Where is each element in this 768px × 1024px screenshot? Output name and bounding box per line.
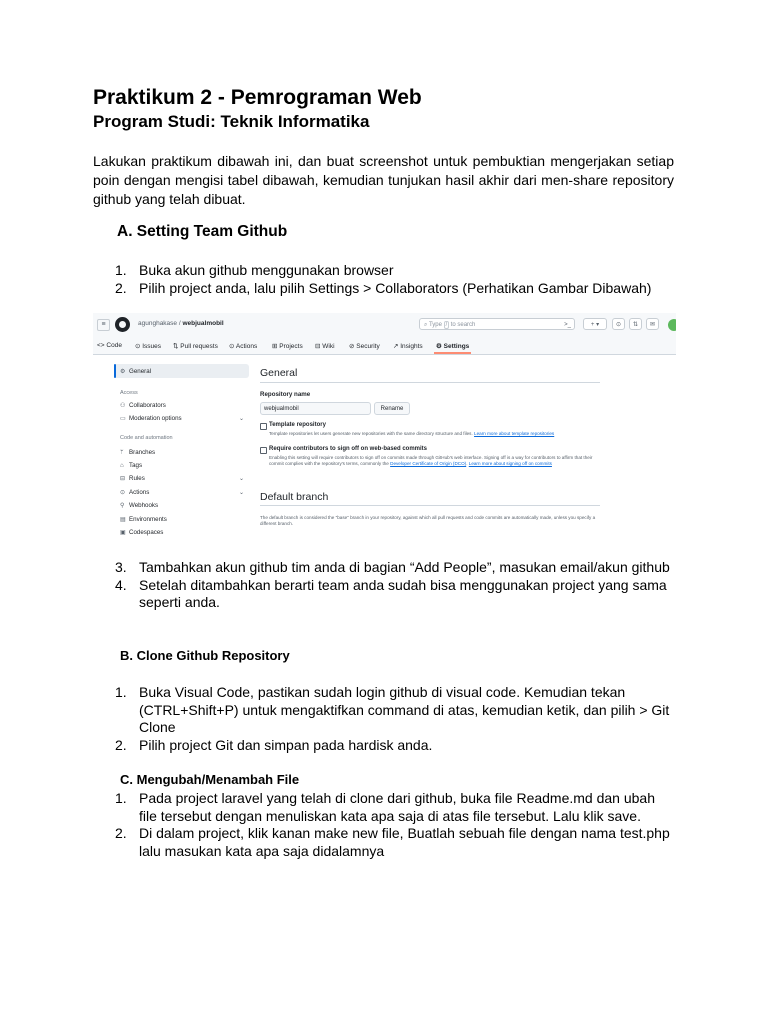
page-subtitle: Program Studi: Teknik Informatika [93,112,370,131]
list-item [93,790,675,825]
sidebar-item-label: General [129,368,152,375]
avatar[interactable] [668,319,676,331]
search-shortcut-key: / [445,322,448,328]
sidebar-item-label: Rules [129,475,145,482]
play-icon: ⊙ [120,489,126,496]
section-c-heading: C. Mengubah/Menambah File [120,772,300,787]
signoff-title: Require contributors to sign off on web-based commits [269,446,428,452]
list-text: Pilih project Git dan simpan pada hardisk anda. [139,736,433,753]
sidebar-item-label: Tags [129,462,143,469]
branch-icon: ᛘ [120,449,124,456]
github-settings-screenshot [93,313,676,539]
list-number: 1. [115,262,127,278]
sidebar-active-indicator [114,364,116,378]
pull-requests-icon[interactable]: ⇅ [629,318,642,330]
codespaces-icon: ▣ [120,529,126,536]
sidebar-item-label: Webhooks [129,502,159,509]
sidebar-item-tags[interactable] [120,462,142,469]
template-title: Template repository [269,422,326,428]
signoff-checkbox[interactable] [260,447,267,454]
inbox-icon[interactable]: ✉ [646,318,659,330]
tab-security[interactable]: ⊘ Security [349,343,380,350]
tab-projects[interactable]: ⊞ Projects [272,343,303,350]
signoff-learn-more-link[interactable]: Learn more about signing off on commits [468,461,552,466]
list-text: Di dalam project, klik kanan make new file, Buatlah sebuah file dengan nama test.php lalu masukan kata apa saja didalamnya [139,825,670,859]
server-icon: ▤ [120,516,126,523]
list-item [93,280,675,298]
tab-wiki[interactable]: ⊟ Wiki [315,343,335,350]
breadcrumb-separator: / [178,320,181,327]
repo-breadcrumb [138,320,224,327]
search-placeholder-type: Type [428,322,442,328]
github-logo-icon[interactable] [115,317,130,332]
list-text: Pada project laravel yang telah di clone dari github, buka file Readme.md dan ubah file tersebut dengan menuliskan kata apa saja di atas file tersebut. Lalu klik save. [139,790,655,824]
template-learn-more-link[interactable]: Learn more about template repositories [474,431,555,436]
tab-code[interactable]: <> Code [97,342,122,349]
general-title: General [260,367,298,379]
list-number: 1. [115,790,127,806]
rules-icon: ⊟ [120,475,126,482]
sidebar-item-collaborators[interactable] [120,402,166,409]
list-number: 2. [115,736,127,753]
sidebar-item-label: Branches [129,449,156,456]
search-placeholder-suffix: to search [450,322,476,328]
tab-insights[interactable]: ↗ Insights [393,343,423,350]
chevron-down-icon[interactable]: ⌄ [239,490,245,496]
signoff-description [269,455,599,467]
tab-settings[interactable]: ⚙ Settings [436,343,470,350]
dco-link[interactable]: Developer Certificate of Origin (DCO) [390,461,467,466]
tab-pull-requests[interactable]: ⇅ Pull requests [173,343,218,350]
tab-issues[interactable]: ⊙ Issues [135,343,162,350]
sidebar-item-codespaces[interactable] [120,529,163,536]
list-item [93,577,675,612]
list-text: Tambahkan akun github tim anda di bagian “Add People”, masukan email/akun github [139,559,670,575]
sidebar-item-environments[interactable] [120,516,167,523]
template-checkbox[interactable] [260,423,267,430]
list-item [93,825,675,860]
search-icon: ⌕ [424,322,428,328]
template-desc-text: Template repositories let users generate new repositories with the same directory structure and files. [269,431,473,436]
list-text: Pilih project anda, lalu pilih Settings > Collaborators (Perhatikan Gambar Dibawah) [139,279,652,296]
list-item [93,262,675,280]
divider [260,382,600,383]
repo-name[interactable]: webjualmobil [182,320,224,327]
gear-icon: ⚙ [120,368,126,375]
intro-paragraph: Lakukan praktikum dibawah ini, dan buat screenshot untuk pembuktian mengerjakan setiap poin dengan mengisi tabel dibawah, kemudian tunjukan hasil akhir dari men-share repository github yang telah dibuat. [93,153,674,207]
list-text: Buka akun github menggunakan browser [139,262,394,278]
signoff-desc-period: . [466,461,468,466]
section-a-steps-continued [93,559,675,612]
list-item [93,737,675,755]
list-number: 2. [115,279,127,296]
hamburger-menu-icon[interactable]: ≡ [97,319,110,331]
chevron-down-icon[interactable]: ⌄ [239,416,245,422]
sidebar-item-moderation[interactable] [120,415,182,422]
active-tab-indicator [434,352,471,354]
repo-name-input[interactable]: webjualmobil [260,402,371,415]
section-b-steps [93,684,675,754]
sidebar-item-actions[interactable] [120,489,149,496]
list-item [93,684,675,737]
list-text: Buka Visual Code, pastikan sudah login github di visual code. Kemudian tekan (CTRL+Shift+P) untuk mengaktifkan command di atas, kemudian ketik, dan pilih > Git Clone [139,684,670,735]
sidebar-item-branches[interactable] [120,449,155,456]
sidebar-heading-access: Access [120,390,138,396]
list-number: 2. [115,825,127,841]
comment-icon: ▭ [120,415,126,422]
sidebar-item-label: Environments [129,516,167,523]
list-number: 3. [115,559,127,575]
divider [260,505,600,506]
page-title: Praktikum 2 - Pemrograman Web [93,86,422,109]
repo-name-label: Repository name [260,391,311,398]
webhook-icon: ⚲ [120,502,125,509]
list-number: 1. [115,684,127,700]
section-b-heading: B. Clone Github Repository [120,648,290,663]
default-branch-description: The default branch is considered the "base" branch in your repository, against which all pull requests and code commits are automatically made, unless you specify a different branch. [260,515,596,526]
rename-button[interactable]: Rename [374,402,410,415]
template-description [269,431,599,437]
chevron-down-icon[interactable]: ⌄ [239,476,245,482]
people-icon: ⚇ [120,402,126,409]
sidebar-item-rules[interactable] [120,475,145,482]
sidebar-item-label: Moderation options [129,415,182,422]
sidebar-item-label: Actions [129,489,150,496]
tab-actions[interactable]: ⊙ Actions [229,343,258,350]
command-palette-icon[interactable]: >_ [564,322,571,328]
issues-icon[interactable]: ⊙ [612,318,625,330]
sidebar-item-general[interactable] [120,368,151,375]
search-input[interactable] [419,318,575,330]
tag-icon: ⌂ [120,462,124,469]
list-item [93,559,675,577]
section-c-steps [93,790,675,860]
sidebar-item-webhooks[interactable] [120,502,158,509]
signoff-desc-text: Enabling this setting will require contributors to sign off on commits made through GitHub's web interface. Signing off is a way for contributors to affirm that their commit complies with the repository's terms, commonly the [269,455,593,466]
sidebar-item-label: Collaborators [129,402,166,409]
github-header [93,313,676,337]
repo-owner[interactable]: agunghakase [138,320,178,327]
create-new-button[interactable]: + ▾ [583,318,607,330]
section-a-steps [93,262,675,297]
list-text: Setelah ditambahkan berarti team anda sudah bisa menggunakan project yang sama seperti anda. [139,576,667,610]
sidebar-heading-code: Code and automation [120,435,173,441]
default-branch-title: Default branch [260,491,329,503]
section-a-heading: A. Setting Team Github [117,223,288,240]
sidebar-item-label: Codespaces [129,529,164,536]
list-number: 4. [115,576,127,593]
